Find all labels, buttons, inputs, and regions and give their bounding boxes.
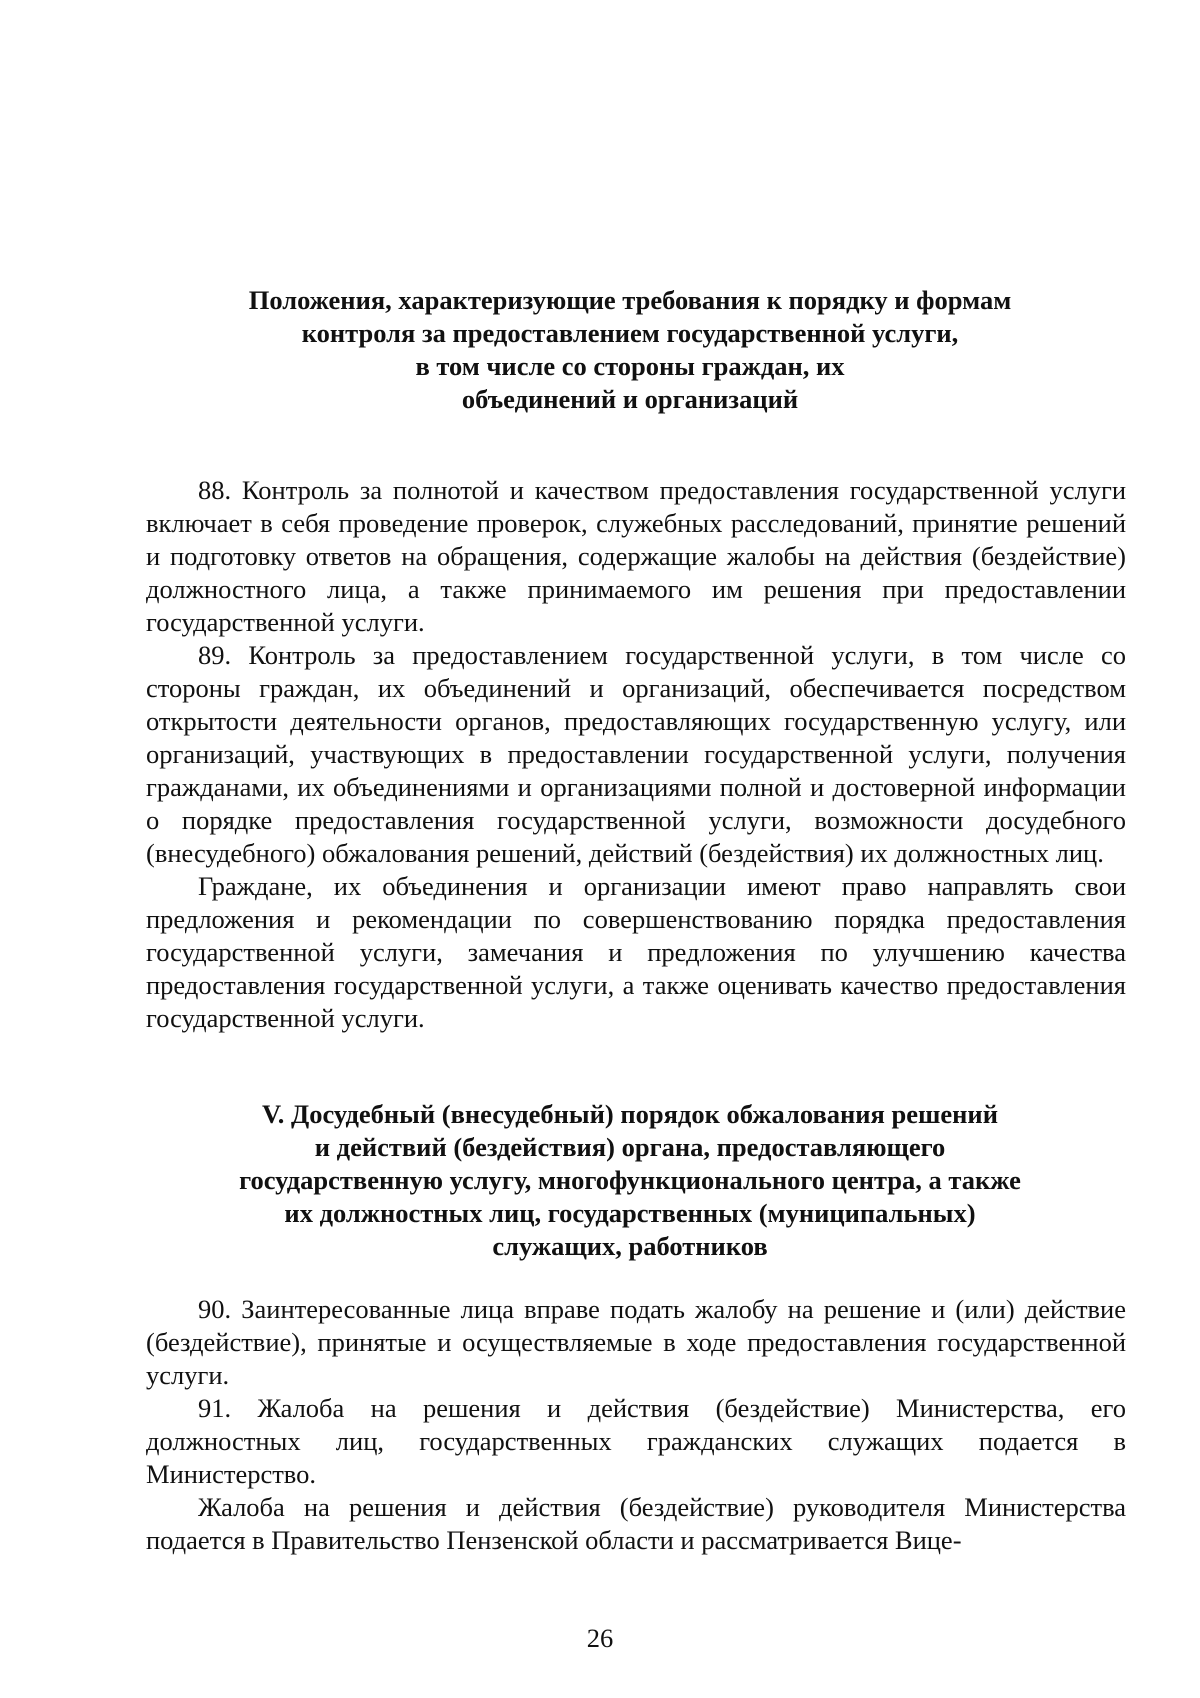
heading-line: Положения, характеризующие требования к порядку и формам [248, 285, 1012, 315]
heading-line: в том числе со стороны граждан, их [415, 351, 845, 381]
heading-line: V. Досудебный (внесудебный) порядок обжалования решений [262, 1099, 998, 1129]
heading-line: объединений и организаций [461, 384, 799, 414]
paragraph-minister-complaint: Жалоба на решения и действия (бездействие) руководителя Министерства подается в Правительство Пензенской области и рассматривается Вице- [146, 1492, 1126, 1555]
section-heading-appeal [140, 1098, 1120, 1263]
paragraph-88: 88. Контроль за полнотой и качеством предоставления государственной услуги включает в себя проведение проверок, служебных расследований, принятие решений и подготовку ответов на обращения, содержащие жалобы на действия (бездействие) должностного лица, а также принимаемого им решения при предоставлении государственной услуги. [146, 475, 1126, 637]
heading-line: контроля за предоставлением государственной услуги, [301, 318, 959, 348]
page-number: 26 [586, 1623, 614, 1653]
paragraph-citizens-rights: Граждане, их объединения и организации имеют право направлять свои предложения и рекомендации по совершенствованию порядка предоставления государственной услуги, замечания и предложения по улучшению качества предоставления государственной услуги, а также оценивать качество предоставления государственной услуги. [146, 871, 1126, 1033]
section-body-appeal [146, 1293, 1126, 1557]
heading-line: служащих, работников [492, 1231, 768, 1261]
heading-line: их должностных лиц, государственных (муниципальных) [284, 1198, 976, 1228]
heading-line: и действий (бездействия) органа, предоставляющего [314, 1132, 946, 1162]
section-heading-control [140, 284, 1120, 416]
paragraph-91: 91. Жалоба на решения и действия (бездействие) Министерства, его должностных лиц, государственных гражданских служащих подается в Министерство. [146, 1393, 1126, 1489]
paragraph-90: 90. Заинтересованные лица вправе подать жалобу на решение и (или) действие (бездействие), принятые и осуществляемые в ходе предоставления государственной услуги. [146, 1294, 1126, 1390]
heading-line: государственную услугу, многофункционального центра, а также [239, 1165, 1021, 1195]
paragraph-89: 89. Контроль за предоставлением государственной услуги, в том числе со стороны граждан, их объединений и организаций, обеспечивается посредством открытости деятельности органов, предоставляющих государственную услугу, или организаций, участвующих в предоставлении государственной услуги, получения гражданами, их объединениями и организациями полной и достоверной информации о порядке предоставления государственной услуги, возможности досудебного (внесудебного) обжалования решений, действий (бездействия) их должностных лиц. [146, 640, 1126, 868]
section-body-control [146, 474, 1126, 1035]
